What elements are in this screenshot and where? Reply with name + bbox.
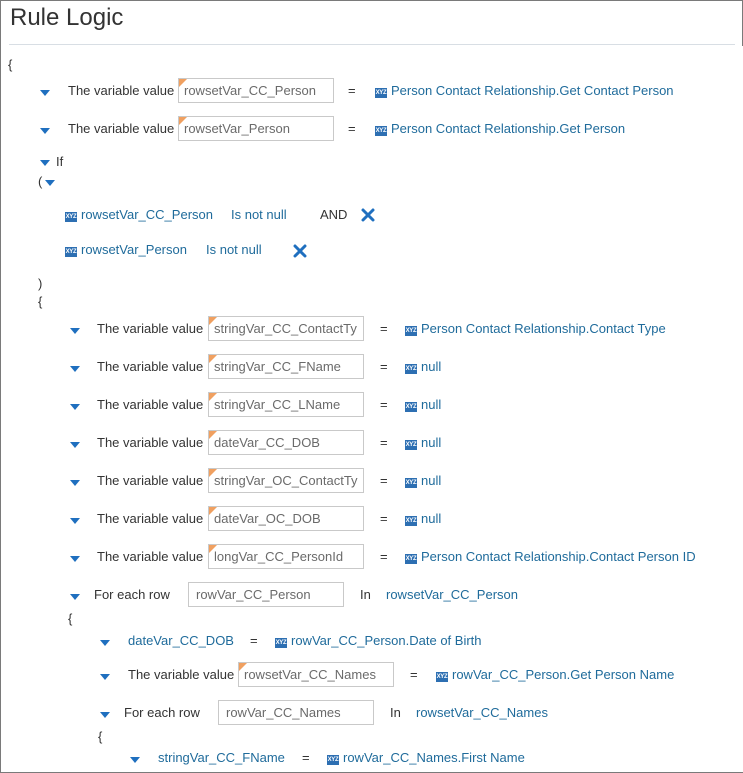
statement-label: The variable value [97,359,204,374]
delete-condition-icon[interactable] [360,207,376,223]
equals-sign: = [250,633,258,648]
brace-open: { [8,57,13,72]
xyz-icon: XYZ [275,640,287,646]
condition-variable-text[interactable]: rowsetVar_CC_Person [81,207,213,222]
statement-label: The variable value [97,397,204,412]
row-variable-field[interactable]: rowVar_CC_Person [188,582,344,607]
xyz-icon: XYZ [375,90,387,96]
value-reference-text[interactable]: null [421,511,442,526]
collapse-toggle[interactable] [130,757,140,763]
delete-condition-icon[interactable] [292,243,308,259]
xyz-icon: XYZ [405,366,417,372]
value-reference-text[interactable]: null [421,359,442,374]
rowset-reference[interactable]: rowsetVar_CC_Names [416,705,548,720]
value-reference[interactable] [275,633,482,649]
collapse-toggle[interactable] [40,90,50,96]
collapse-toggle[interactable] [70,404,80,410]
xyz-icon: XYZ [436,674,448,680]
statement-label: The variable value [68,121,175,136]
value-reference-text[interactable]: Person Contact Relationship.Get Person [391,121,626,136]
statement-label: The variable value [97,321,204,336]
value-reference[interactable] [375,121,625,137]
condition-variable[interactable] [65,242,187,258]
brace-open: { [98,729,103,744]
xyz-icon: XYZ [65,214,77,220]
variable-field[interactable]: longVar_CC_PersonId [208,544,364,569]
collapse-toggle[interactable] [70,480,80,486]
equals-sign: = [380,549,388,564]
value-reference-text[interactable]: rowVar_CC_Person.Get Person Name [452,667,675,682]
collapse-toggle[interactable] [70,518,80,524]
collapse-toggle[interactable] [100,640,110,646]
xyz-icon: XYZ [405,328,417,334]
variable-field[interactable]: stringVar_CC_FName [208,354,364,379]
value-reference[interactable] [405,435,441,451]
xyz-icon: XYZ [65,249,77,255]
xyz-icon: XYZ [405,404,417,410]
in-keyword: In [390,705,401,720]
for-each-label: For each row [124,705,200,720]
statement-label: The variable value [128,667,235,682]
assigned-variable[interactable]: dateVar_CC_DOB [128,633,234,648]
statement-label: The variable value [68,83,175,98]
rowset-reference[interactable]: rowsetVar_CC_Person [386,587,518,602]
in-keyword: In [360,587,371,602]
equals-sign: = [380,359,388,374]
and-operator[interactable]: AND [320,207,348,222]
variable-field[interactable]: rowsetVar_Person [178,116,334,141]
xyz-icon: XYZ [375,128,387,134]
equals-sign: = [380,473,388,488]
collapse-toggle[interactable] [40,128,50,134]
value-reference-text[interactable]: null [421,473,442,488]
value-reference[interactable] [436,667,674,683]
statement-label: The variable value [97,549,204,564]
row-variable-field[interactable]: rowVar_CC_Names [218,700,374,725]
equals-sign: = [348,121,356,136]
assigned-variable[interactable]: stringVar_CC_FName [158,750,285,765]
variable-field[interactable]: stringVar_OC_ContactTy [208,468,364,493]
title-divider [9,44,735,45]
value-reference[interactable] [405,397,441,413]
statement-label: The variable value [97,473,204,488]
condition-variable-text[interactable]: rowsetVar_Person [81,242,187,257]
collapse-toggle[interactable] [100,712,110,718]
condition-operator[interactable]: Is not null [206,242,262,257]
xyz-icon: XYZ [327,757,339,763]
value-reference[interactable] [405,549,696,565]
collapse-toggle[interactable] [45,180,55,186]
xyz-icon: XYZ [405,480,417,486]
variable-field[interactable]: stringVar_CC_LName [208,392,364,417]
collapse-toggle[interactable] [70,328,80,334]
collapse-toggle[interactable] [70,366,80,372]
variable-field[interactable]: rowsetVar_CC_Person [178,78,334,103]
paren-open: ( [38,174,43,189]
equals-sign: = [348,83,356,98]
page-title: Rule Logic [10,4,124,31]
value-reference-text[interactable]: Person Contact Relationship.Get Contact Person [391,83,674,98]
xyz-icon: XYZ [405,442,417,448]
value-reference-text[interactable]: rowVar_CC_Person.Date of Birth [291,633,482,648]
collapse-toggle[interactable] [70,594,80,600]
value-reference[interactable] [405,473,441,489]
collapse-toggle[interactable] [70,442,80,448]
xyz-icon: XYZ [405,518,417,524]
variable-field[interactable]: dateVar_CC_DOB [208,430,364,455]
value-reference[interactable] [405,321,666,337]
statement-label: The variable value [97,511,204,526]
equals-sign: = [410,667,418,682]
brace-open: { [68,611,73,626]
equals-sign: = [302,750,310,765]
if-keyword: If [56,154,64,169]
value-reference-text[interactable]: Person Contact Relationship.Contact Person ID [421,549,696,564]
variable-field[interactable]: dateVar_OC_DOB [208,506,364,531]
value-reference-text[interactable]: null [421,435,442,450]
value-reference[interactable] [405,511,441,527]
scrollbar[interactable] [737,46,743,772]
value-reference-text[interactable]: Person Contact Relationship.Contact Type [421,321,666,336]
paren-close: ) [38,276,43,291]
xyz-icon: XYZ [405,556,417,562]
variable-field[interactable]: stringVar_CC_ContactTy [208,316,364,341]
brace-open: { [38,294,43,309]
value-reference-text[interactable]: null [421,397,442,412]
value-reference-text[interactable]: rowVar_CC_Names.First Name [343,750,525,765]
collapse-toggle[interactable] [100,674,110,680]
value-reference[interactable] [375,83,674,99]
statement-label: The variable value [97,435,204,450]
value-reference[interactable] [405,359,441,375]
collapse-toggle[interactable] [40,160,50,166]
equals-sign: = [380,397,388,412]
variable-field[interactable]: rowsetVar_CC_Names [238,662,394,687]
condition-variable[interactable] [65,207,213,223]
condition-operator[interactable]: Is not null [231,207,287,222]
equals-sign: = [380,435,388,450]
value-reference[interactable] [327,750,525,766]
for-each-label: For each row [94,587,170,602]
equals-sign: = [380,321,388,336]
collapse-toggle[interactable] [70,556,80,562]
equals-sign: = [380,511,388,526]
